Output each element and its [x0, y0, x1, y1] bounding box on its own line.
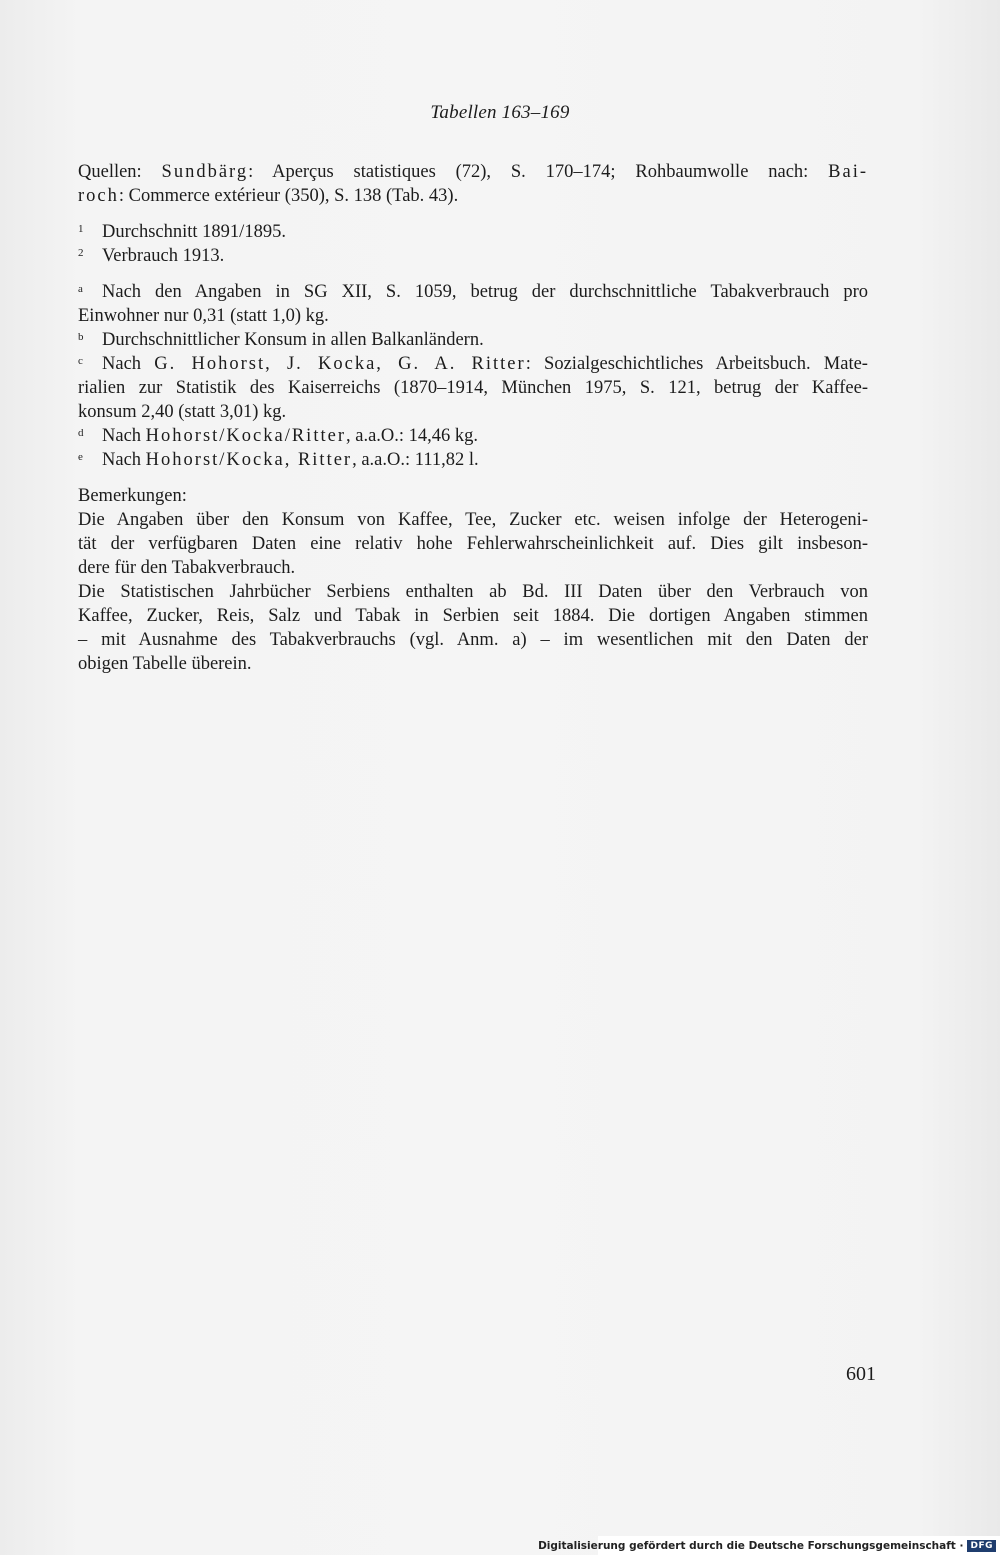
remarks-line: dere für den Tabakverbrauch. [78, 558, 296, 578]
note-prefix: Nach [102, 450, 146, 470]
note-text: , a.a.O.: 14,46 kg. [345, 426, 479, 446]
note-marker: b [78, 331, 84, 343]
remarks-heading: Bemerkungen: [78, 486, 187, 506]
note-prefix: Nach [102, 426, 146, 446]
running-head: Tabellen 163–169 [430, 102, 570, 123]
sources-label: Quellen: [78, 162, 162, 182]
note-c-line-3: konsum 2,40 (statt 3,01) kg. [78, 402, 287, 422]
remarks-line: Die Angaben über den Konsum von Kaffee, Tee, Zucker etc. weisen infolge der Heterogeni- [78, 510, 868, 530]
note-c-line-1 [78, 352, 868, 376]
note-marker: e [78, 451, 83, 463]
sources-text-1: : Aperçus statistiques (72), S. 170–174; Rohbaumwolle nach: [248, 162, 829, 182]
remarks-block [78, 484, 868, 676]
lettered-notes [78, 280, 868, 472]
note-authors: Hohorst/Kocka, Ritter [145, 450, 353, 470]
note-text: Durchschnitt 1891/1895. [102, 222, 286, 242]
note-text: : Sozialgeschichtliches Arbeitsbuch. Mate- [525, 354, 868, 374]
note-marker: a [78, 283, 83, 295]
sources-author-bairoch-part1: Bai- [828, 162, 869, 182]
numbered-notes [78, 220, 868, 268]
note-e [78, 448, 868, 472]
remarks-line: Kaffee, Zucker, Reis, Salz und Tabak in Serbien seit 1884. Die dortigen Angaben stimmen [78, 606, 868, 626]
note-text: Verbrauch 1913. [102, 246, 225, 266]
note-a-line-1 [78, 280, 868, 304]
note-text: , a.a.O.: 111,82 l. [352, 450, 479, 470]
remarks-line: tät der verfügbaren Daten eine relativ hohe Fehlerwahrscheinlichkeit auf. Dies gilt insbeson- [78, 534, 868, 554]
note-marker: 1 [78, 223, 84, 235]
note-marker: d [78, 427, 84, 439]
note-marker: c [78, 355, 83, 367]
note-d [78, 424, 868, 448]
note-prefix: Nach [102, 354, 155, 374]
remarks-line: – mit Ausnahme des Tabakverbrauchs (vgl. Anm. a) – im wesentlichen mit den Daten der [78, 630, 868, 650]
note-authors: Hohorst/Kocka/Ritter [145, 426, 346, 446]
note-authors: G. Hohorst, J. Kocka, G. A. Ritter [154, 354, 526, 374]
sources-block [78, 160, 868, 208]
note-c-line-2: rialien zur Statistik des Kaiserreichs (1870–1914, München 1975, S. 121, betrug der Kaffee- [78, 378, 868, 398]
remarks-line: obigen Tabelle überein. [78, 654, 252, 674]
note-text: Nach den Angaben in SG XII, S. 1059, betrug der durchschnittliche Tabakverbrauch pro [102, 282, 868, 302]
funding-footer [538, 1536, 1000, 1555]
note-a-line-2: Einwohner nur 0,31 (statt 1,0) kg. [78, 306, 329, 326]
note-marker: 2 [78, 247, 84, 259]
funding-notice: Digitalisierung gefördert durch die Deutsche Forschungsgemeinschaft · [538, 1539, 964, 1552]
sources-line-1 [78, 160, 868, 184]
note-2 [78, 244, 868, 268]
dfg-logo-icon: DFG [967, 1540, 996, 1552]
sources-author-bairoch-part2: roch [78, 186, 119, 206]
remarks-line: Die Statistischen Jahrbücher Serbiens enthalten ab Bd. III Daten über den Verbrauch von [78, 582, 868, 602]
page-number: 601 [846, 1363, 876, 1385]
sources-author-sundbaerg: Sundbärg [161, 162, 249, 182]
sources-text-2: : Commerce extérieur (350), S. 138 (Tab. 43). [118, 186, 459, 206]
note-b [78, 328, 868, 352]
note-1 [78, 220, 868, 244]
sources-line-2 [78, 184, 868, 208]
note-text: Durchschnittlicher Konsum in allen Balkanländern. [102, 330, 484, 350]
